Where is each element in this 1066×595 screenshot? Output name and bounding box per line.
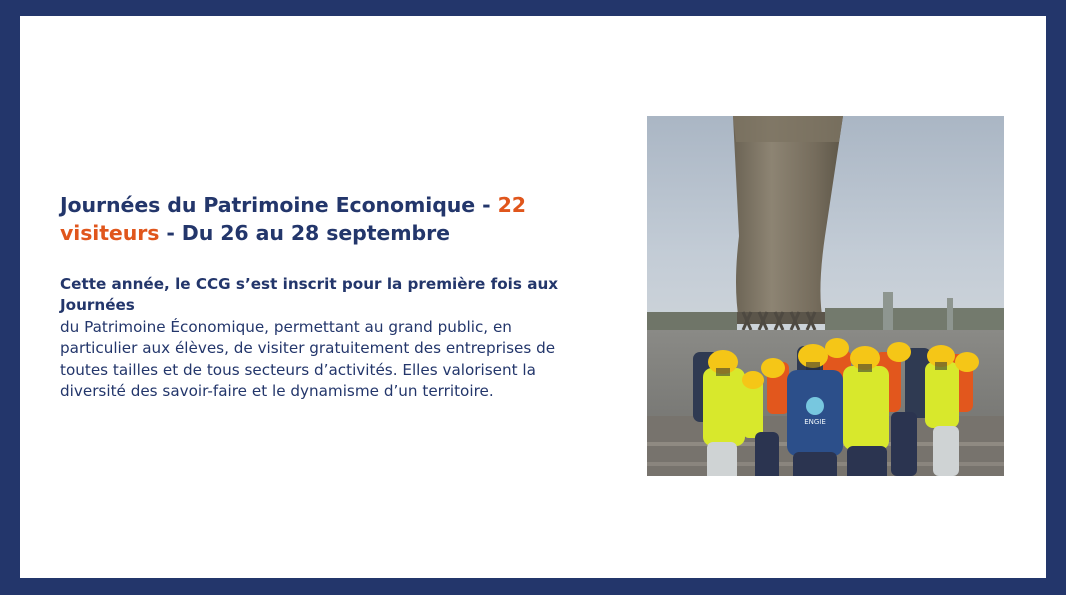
body-paragraph: du Patrimoine Économique, permettant au grand public, en particulier aux élèves, de visiter gratuitement des entreprises de toutes tailles et de tous secteurs d’activités. Elles valorisent la diversité des savoir-faire et le dynamisme d’un territoire.	[60, 317, 556, 401]
body-lead-paragraph: Cette année, le CCG s’est inscrit pour la première fois aux Journées	[60, 274, 559, 315]
text-content-block	[60, 191, 580, 403]
headline-visitor-count: 22 visiteurs	[60, 193, 526, 246]
body-text	[60, 274, 580, 403]
visit-photo	[647, 116, 1004, 476]
headline-text-trailing: - Du 26 au 28 septembre	[159, 221, 450, 246]
slide-canvas	[20, 16, 1046, 578]
page-title	[60, 191, 580, 248]
svg-text:ENGIE: ENGIE	[804, 418, 826, 426]
headline-text-leading: Journées du Patrimoine Economique -	[60, 193, 498, 217]
